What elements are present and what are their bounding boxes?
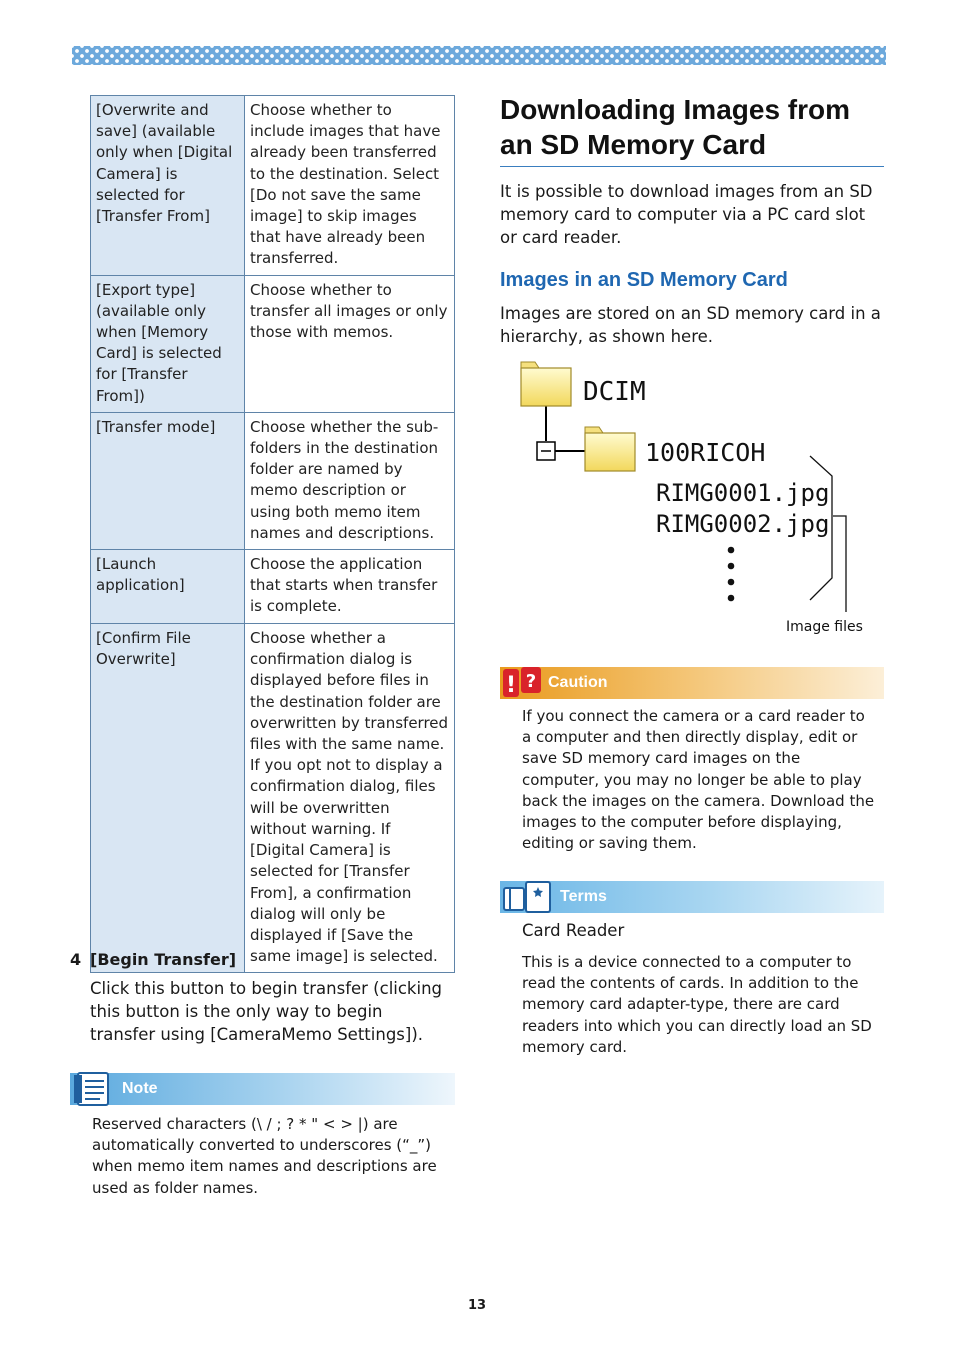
- setting-description: Choose the application that starts when transfer is complete.: [245, 550, 455, 624]
- terms-icon: [502, 880, 554, 914]
- intro-text: It is possible to download images from an SD memory card to computer via a PC card slot or card reader.: [500, 182, 873, 247]
- page-number: 13: [467, 1298, 487, 1313]
- main-section: [500, 92, 884, 348]
- settings-table: [90, 95, 455, 973]
- folder-icon: [585, 427, 635, 471]
- svg-text:?: ?: [525, 671, 537, 692]
- step-number: 4: [70, 950, 82, 969]
- setting-description: Choose whether the sub-folders in the destination folder are named by memo description or using both memo item names and descriptions.: [245, 412, 455, 549]
- step-4: [70, 950, 450, 1046]
- table-row: [91, 412, 455, 549]
- step-heading: [70, 950, 450, 969]
- folder-hierarchy-diagram: [500, 356, 884, 646]
- file-name: RIMG0001.jpg: [656, 479, 830, 507]
- decorative-header-band: [72, 46, 886, 65]
- step-text: Click this button to begin transfer (clicking this button is the only way to begin transfer using [CameraMemo Settings]).: [90, 979, 443, 1044]
- terms-header: [500, 881, 884, 913]
- caution-label: Caution: [548, 674, 608, 691]
- caution-text: If you connect the camera or a card reader to a computer and then directly display, edit or save SD memory card images on the computer, you may no longer be able to play back the images on the camera. Download the images to the computer before displaying, editing or saving them.: [522, 707, 875, 853]
- section-heading: Images in an SD Memory Card: [500, 269, 788, 291]
- file-name: RIMG0002.jpg: [656, 510, 830, 538]
- note-header: [70, 1073, 455, 1105]
- term-definition: This is a device connected to a computer to read the contents of cards. In addition to the memory card adapter-type, there are card readers into which you can directly load an SD memory card.: [522, 953, 872, 1056]
- terms-label: Terms: [560, 888, 607, 905]
- table-row: [91, 96, 455, 276]
- page-title: Downloading Images from an SD Memory Card: [500, 92, 884, 167]
- note-label: Note: [122, 1080, 158, 1097]
- setting-description: Choose whether to transfer all images or only those with memos.: [245, 275, 455, 412]
- sub-folder-name: 100RICOH: [645, 438, 766, 467]
- section-text: Images are stored on an SD memory card in a hierarchy, as shown here.: [500, 304, 881, 346]
- setting-name: [Export type] (available only when [Memory Card] is selected for [Transfer From]): [91, 275, 245, 412]
- setting-description: Choose whether to include images that have already been transferred to the destination. Select [Do not save the same image] to skip images that have already been transferred.: [245, 96, 455, 276]
- step-title: [Begin Transfer]: [90, 950, 237, 969]
- image-files-caption: Image files: [786, 619, 863, 635]
- ellipsis-dots: [728, 547, 735, 602]
- svg-text:!: !: [505, 673, 517, 698]
- table-row: [91, 550, 455, 624]
- setting-description: Choose whether a confirmation dialog is displayed before files in the destination folder are overwritten by transferred files with the same name. If you opt not to display a confirmation dialog, files will be overwritten without warning. If [Digital Camera] is selected for [Transfer From], a confirmation dialog will only be displayed if [Save the same image] is selected.: [245, 624, 455, 973]
- setting-name: [Overwrite and save] (available only when [Digital Camera] is selected for [Transfer From]: [91, 96, 245, 276]
- term-name: Card Reader: [522, 921, 625, 940]
- setting-name: [Transfer mode]: [91, 412, 245, 549]
- root-folder-name: DCIM: [583, 377, 646, 407]
- caution-header: [500, 667, 884, 699]
- table-row: [91, 624, 455, 973]
- caution-icon: [502, 666, 542, 700]
- folder-icon: [521, 362, 571, 406]
- setting-name: [Launch application]: [91, 550, 245, 624]
- table-row: [91, 275, 455, 412]
- setting-name: [Confirm File Overwrite]: [91, 624, 245, 973]
- collapse-icon: [537, 442, 555, 460]
- note-text: Reserved characters (\ / ; ? * " < > |) are automatically converted to underscores (“_”) when memo item names and descriptions are used as folder names.: [92, 1115, 437, 1197]
- notepad-icon: [72, 1071, 114, 1107]
